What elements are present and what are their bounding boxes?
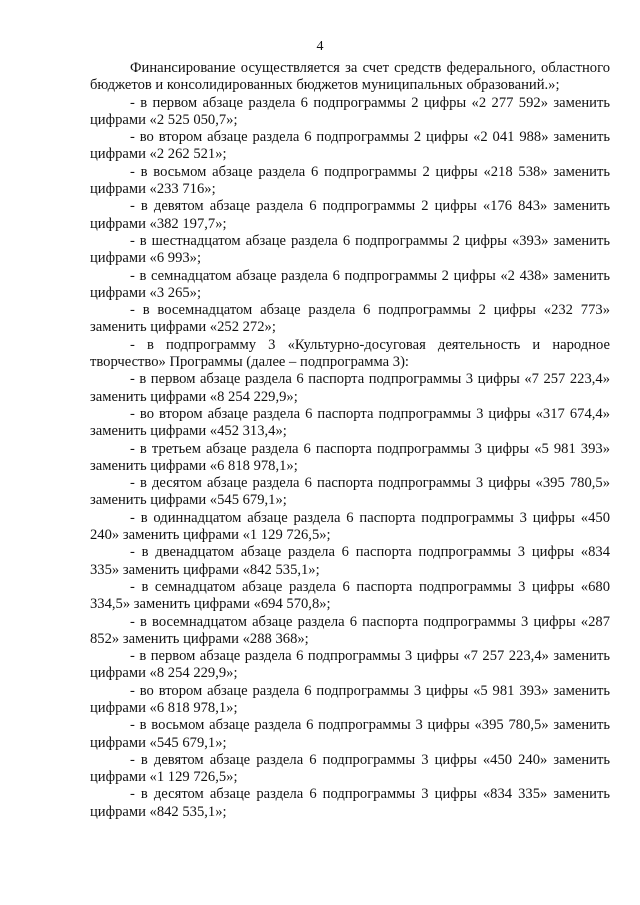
paragraph-financing-note: Финансирование осуществляется за счет средств федерального, областного бюджетов и консолидированных бюджетов муниципальных образований.»; [90, 60, 610, 94]
amendment-item: - в десятом абзаце раздела 6 паспорта подпрограммы 3 цифры «395 780,5» заменить цифрами «545 679,1»; [90, 475, 610, 509]
amendment-item: - в восемнадцатом абзаце раздела 6 паспорта подпрограммы 3 цифры «287 852» заменить цифрами «288 368»; [90, 613, 610, 647]
amendment-item: - во втором абзаце раздела 6 подпрограммы 2 цифры «2 041 988» заменить цифрами «2 262 521»; [90, 129, 610, 163]
amendment-item: - в шестнадцатом абзаце раздела 6 подпрограммы 2 цифры «393» заменить цифрами «6 993»; [90, 232, 610, 267]
amendment-item: - в восьмом абзаце раздела 6 подпрограммы 2 цифры «218 538» заменить цифрами «233 716»; [90, 163, 610, 198]
subprogram-3-heading: - в подпрограмму 3 «Культурно-досуговая деятельность и народное творчество» Программы (далее – подпрограмма 3): [90, 336, 610, 371]
amendment-item: - в двенадцатом абзаце раздела 6 паспорта подпрограммы 3 цифры «834 335» заменить цифрами «842 535,1»; [90, 544, 610, 578]
amendment-item: - в первом абзаце раздела 6 подпрограммы 2 цифры «2 277 592» заменить цифрами «2 525 050,7»; [90, 94, 610, 128]
amendment-item: - в восьмом абзаце раздела 6 подпрограммы 3 цифры «395 780,5» заменить цифрами «545 679,1»; [90, 717, 610, 751]
page-number: 4 [316, 39, 324, 54]
amendment-item: - в одиннадцатом абзаце раздела 6 паспорта подпрограммы 3 цифры «450 240» заменить цифрами «1 129 726,5»; [90, 509, 610, 544]
document-body [90, 60, 610, 821]
amendment-item: - во втором абзаце раздела 6 подпрограммы 3 цифры «5 981 393» заменить цифрами «6 818 978,1»; [90, 682, 610, 716]
amendment-item: - в восемнадцатом абзаце раздела 6 подпрограммы 2 цифры «232 773» заменить цифрами «252 272»; [90, 302, 610, 336]
amendment-item: - во втором абзаце раздела 6 паспорта подпрограммы 3 цифры «317 674,4» заменить цифрами «452 313,4»; [90, 405, 610, 440]
amendment-item: - в третьем абзаце раздела 6 паспорта подпрограммы 3 цифры «5 981 393» заменить цифрами «6 818 978,1»; [90, 440, 610, 474]
amendment-item: - в семнадцатом абзаце раздела 6 подпрограммы 2 цифры «2 438» заменить цифрами «3 265»; [90, 267, 610, 301]
amendment-item: - в девятом абзаце раздела 6 подпрограммы 3 цифры «450 240» заменить цифрами «1 129 726,5»; [90, 751, 610, 786]
amendment-item: - в первом абзаце раздела 6 подпрограммы 3 цифры «7 257 223,4» заменить цифрами «8 254 229,9»; [90, 648, 610, 682]
amendment-item: - в десятом абзаце раздела 6 подпрограммы 3 цифры «834 335» заменить цифрами «842 535,1»; [90, 786, 610, 820]
amendment-item: - в девятом абзаце раздела 6 подпрограммы 2 цифры «176 843» заменить цифрами «382 197,7»; [90, 198, 610, 232]
amendment-item: - в семнадцатом абзаце раздела 6 паспорта подпрограммы 3 цифры «680 334,5» заменить цифрами «694 570,8»; [90, 578, 610, 613]
amendment-item: - в первом абзаце раздела 6 паспорта подпрограммы 3 цифры «7 257 223,4» заменить цифрами «8 254 229,9»; [90, 371, 610, 405]
